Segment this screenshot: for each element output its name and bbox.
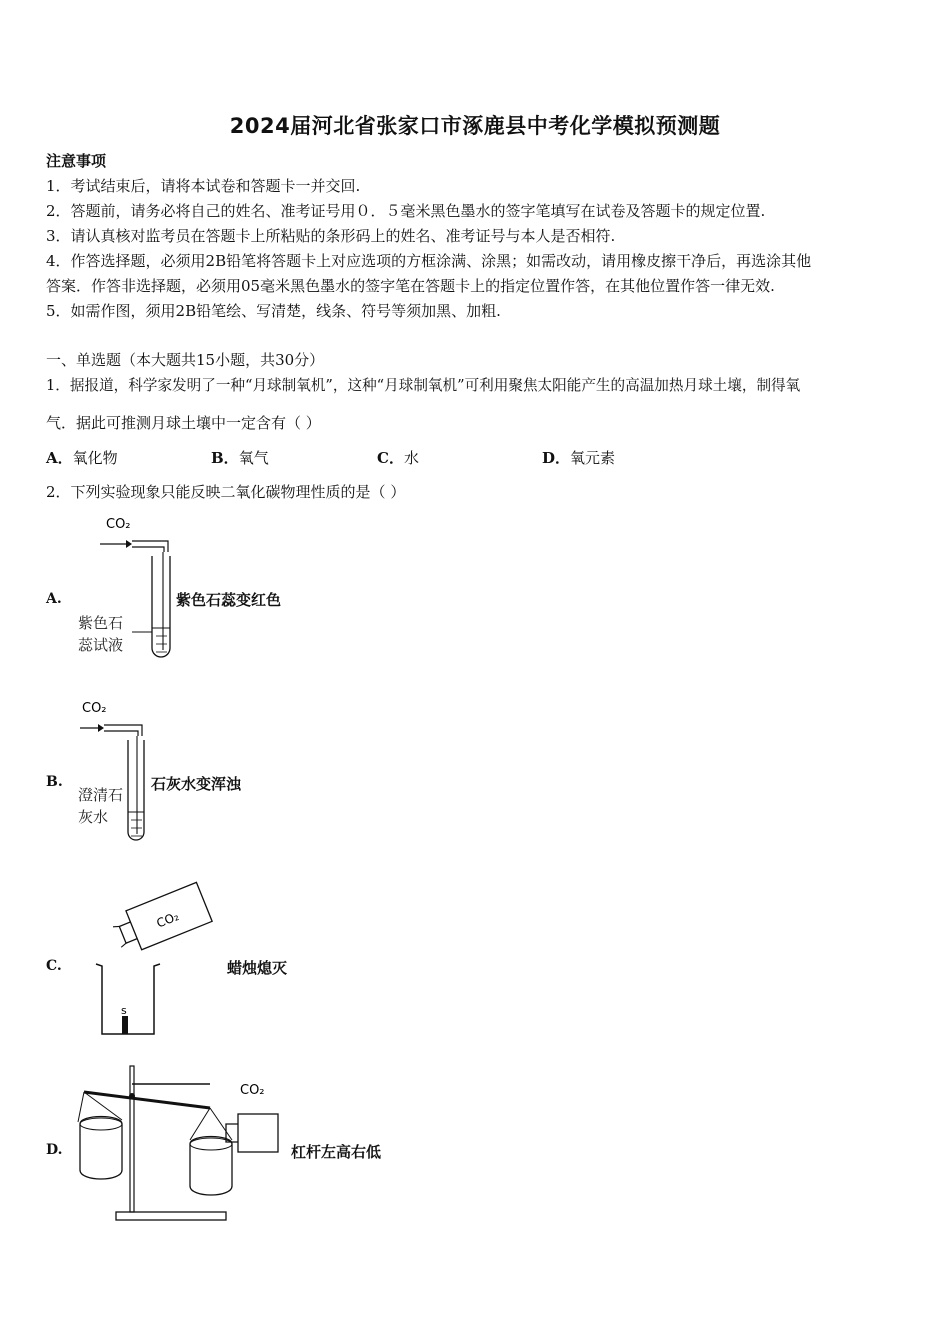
question-2-stem: 2．下列实验现象只能反映二氧化碳物理性质的是（ ） <box>46 483 406 501</box>
page-title: 2024届河北省张家口市涿鹿县中考化学模拟预测题 <box>229 114 721 138</box>
gas-bottle <box>109 882 212 956</box>
q2-option-c-label: C. <box>46 958 62 974</box>
liquid-label: 澄清石 <box>78 786 124 804</box>
q2-option-d-caption: 杠杆左高右低 <box>291 1143 382 1161</box>
notice-item: 4．作答选择题，必须用2B铅笔将答题卡上对应选项的方框涂满、涂黑；如需改动，请用橡皮擦干净后，再选涂其他 <box>46 252 812 270</box>
figure-test-tube-limewater <box>70 692 170 847</box>
option-label: C． <box>377 449 404 467</box>
notice-item: 3．请认真核对监考员在答题卡上所粘贴的条形码上的姓名、准考证号与本人是否相符. <box>46 227 616 245</box>
figure-lever-balance <box>70 1062 285 1227</box>
stand-rod <box>130 1066 134 1212</box>
co2-label: CO₂ <box>106 517 131 532</box>
co2-label: CO₂ <box>240 1083 265 1098</box>
q1-option-b <box>211 448 269 468</box>
candle-flame-icon: s <box>121 1004 127 1017</box>
option-text: 氧气 <box>238 449 269 467</box>
stand-base <box>116 1212 226 1220</box>
figure-beaker-candle <box>92 880 222 1040</box>
co2-label: CO₂ <box>82 701 107 716</box>
q2-option-a-label: A. <box>46 591 62 607</box>
option-text: 氧化物 <box>72 449 118 467</box>
option-text: 氧元素 <box>570 449 616 467</box>
q2-option-c-caption: 蜡烛熄灭 <box>227 959 288 977</box>
delivery-tube <box>132 541 168 552</box>
q2-option-a-caption: 紫色石蕊变红色 <box>176 591 282 609</box>
liquid-label: 灰水 <box>78 808 109 826</box>
option-text: 水 <box>403 449 419 467</box>
notice-heading: 注意事项 <box>46 152 107 170</box>
q2-option-d-label: D. <box>46 1142 63 1158</box>
q1-option-c <box>377 448 419 468</box>
figure-test-tube-litmus <box>70 508 180 663</box>
candle <box>122 1016 128 1034</box>
co2-label: CO₂ <box>154 909 181 931</box>
test-tube <box>128 740 144 840</box>
section-heading: 一、单选题（本大题共15小题，共30分） <box>46 351 325 369</box>
notice-item: 5．如需作图，须用2B铅笔绘、写清楚，线条、符号等须加黑、加粗. <box>46 302 501 320</box>
option-label: B． <box>211 449 239 467</box>
liquid-label: 蕊试液 <box>78 636 124 654</box>
question-1-stem: 1．据报道，科学家发明了一种“月球制氧机”，这种“月球制氧机”可利用聚焦太阳能产生的高温加热月球土壤，制得氧 <box>46 377 801 394</box>
notice-item: 答案．作答非选择题，必须用05毫米黑色墨水的签字笔在答题卡上的指定位置作答，在其他位置作答一律无效. <box>46 277 775 295</box>
delivery-tube <box>104 725 142 736</box>
notice-item: 2．答题前，请务必将自己的姓名、准考证号用０．５毫米黑色墨水的签字笔填写在试卷及答题卡的规定位置. <box>46 202 766 220</box>
notice-item: 1．考试结束后，请将本试卷和答题卡一并交回. <box>46 177 361 195</box>
question-1-stem-cont: 气．据此可推测月球土壤中一定含有（ ） <box>46 414 321 432</box>
option-label: A． <box>46 449 73 467</box>
q2-option-b-label: B. <box>46 774 63 790</box>
q2-option-b-caption: 石灰水变浑浊 <box>151 775 242 793</box>
liquid-label: 紫色石 <box>78 614 124 632</box>
option-label: D． <box>542 449 571 467</box>
test-tube <box>152 556 170 657</box>
q1-option-a <box>46 448 118 468</box>
q1-option-d <box>542 448 615 468</box>
right-cup <box>190 1137 232 1196</box>
left-cup <box>80 1117 122 1180</box>
gas-bottle <box>238 1114 278 1152</box>
